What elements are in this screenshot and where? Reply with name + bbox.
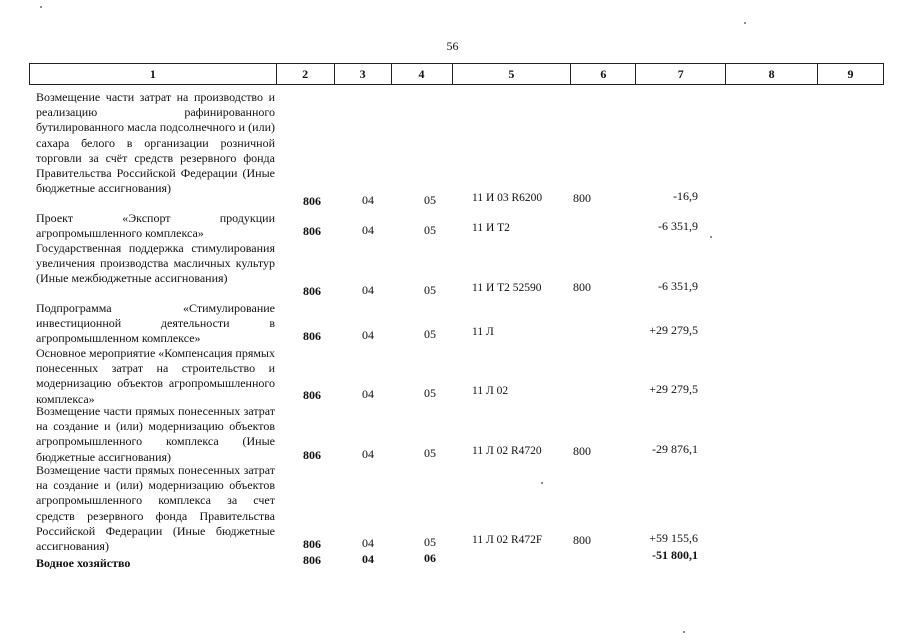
header-col-3: 3 bbox=[335, 64, 392, 84]
row-target: 11 Л 02 bbox=[472, 385, 509, 397]
row-section: 04 bbox=[362, 447, 374, 461]
header-col-5: 5 bbox=[453, 64, 572, 84]
row-expense-type: 800 bbox=[573, 191, 591, 205]
row-subsection: 05 bbox=[424, 535, 436, 549]
row-section: 04 bbox=[362, 536, 374, 550]
row-target: 11 И 03 R6200 bbox=[472, 192, 543, 204]
row-subsection: 05 bbox=[424, 446, 436, 460]
row-description: Возмещение части прямых понесенных затрат на создание и (или) модернизацию объектов агропромышленного комплекса (Иные бюджетные ассигнования) bbox=[36, 404, 275, 464]
total-row-amount: -51 800,1 bbox=[652, 548, 698, 562]
row-amount: -29 876,1 bbox=[652, 442, 698, 456]
scan-speck bbox=[710, 236, 712, 238]
row-code: 806 bbox=[303, 329, 321, 343]
header-col-7: 7 bbox=[636, 64, 726, 84]
header-col-2: 2 bbox=[277, 64, 335, 84]
row-code: 806 bbox=[303, 448, 321, 462]
row-section: 04 bbox=[362, 223, 374, 237]
row-subsection: 05 bbox=[424, 283, 436, 297]
header-col-4: 4 bbox=[392, 64, 453, 84]
total-row-section: 04 bbox=[362, 552, 374, 566]
row-description: Подпрограмма «Стимулирование инвестиционной деятельности в агропромышленном комплексе» bbox=[36, 301, 275, 346]
row-code: 806 bbox=[303, 537, 321, 551]
header-col-9: 9 bbox=[818, 64, 884, 84]
row-target: 11 Л 02 R472F bbox=[472, 534, 543, 546]
scan-speck bbox=[683, 631, 685, 633]
row-amount: -6 351,9 bbox=[658, 279, 698, 293]
row-expense-type: 800 bbox=[573, 444, 591, 458]
row-target: 11 И Т2 bbox=[472, 222, 510, 234]
row-description: Основное мероприятие «Компенсация прямых понесенных затрат на строительство и модернизацию объектов агропромышленного комплекса» bbox=[36, 346, 275, 406]
header-col-8: 8 bbox=[726, 64, 818, 84]
table-header-row bbox=[29, 63, 884, 85]
row-target: 11 Л 02 R4720 bbox=[472, 445, 542, 457]
row-description: Возмещение части затрат на производство и реализацию рафинированного бутилированного масла подсолнечного и (или) сахара белого в организации розничной торговли за счёт средств резервного фонда Правительства Российской Федерации (Иные бюджетные ассигнования) bbox=[36, 90, 275, 196]
row-description: Возмещение части прямых понесенных затрат на создание и (или) модернизацию объектов агропромышленного комплекса за счет средств резервного фонда Правительства Российской Федерации (Иные бюджетные ассигнования) bbox=[36, 463, 275, 554]
header-col-6: 6 bbox=[571, 64, 636, 84]
row-target: 11 И Т2 52590 bbox=[472, 282, 542, 294]
row-expense-type: 800 bbox=[573, 280, 591, 294]
row-expense-type: 800 bbox=[573, 533, 591, 547]
row-target: 11 Л bbox=[472, 326, 494, 338]
row-code: 806 bbox=[303, 194, 321, 208]
total-row-subsection: 06 bbox=[424, 551, 436, 565]
scan-speck bbox=[541, 482, 543, 484]
row-section: 04 bbox=[362, 283, 374, 297]
row-subsection: 05 bbox=[424, 386, 436, 400]
row-amount: +29 279,5 bbox=[649, 382, 698, 396]
scan-speck bbox=[40, 6, 42, 8]
row-section: 04 bbox=[362, 328, 374, 342]
row-amount: +29 279,5 bbox=[649, 323, 698, 337]
row-description: Государственная поддержка стимулирования увеличения производства масличных культур (Иные межбюджетные ассигнования) bbox=[36, 241, 275, 286]
row-description: Проект «Экспорт продукции агропромышленного комплекса» bbox=[36, 211, 275, 241]
row-section: 04 bbox=[362, 387, 374, 401]
total-row-code: 806 bbox=[303, 553, 321, 567]
row-amount: -16,9 bbox=[673, 189, 698, 203]
row-subsection: 05 bbox=[424, 327, 436, 341]
row-code: 806 bbox=[303, 284, 321, 298]
row-amount: -6 351,9 bbox=[658, 219, 698, 233]
total-row-label: Водное хозяйство bbox=[36, 556, 131, 570]
row-amount: +59 155,6 bbox=[649, 531, 698, 545]
page-number: 56 bbox=[446, 39, 459, 53]
scan-speck bbox=[744, 22, 746, 24]
row-subsection: 05 bbox=[424, 223, 436, 237]
row-code: 806 bbox=[303, 388, 321, 402]
header-col-1: 1 bbox=[30, 64, 277, 84]
row-subsection: 05 bbox=[424, 193, 436, 207]
row-section: 04 bbox=[362, 193, 374, 207]
row-code: 806 bbox=[303, 224, 321, 238]
